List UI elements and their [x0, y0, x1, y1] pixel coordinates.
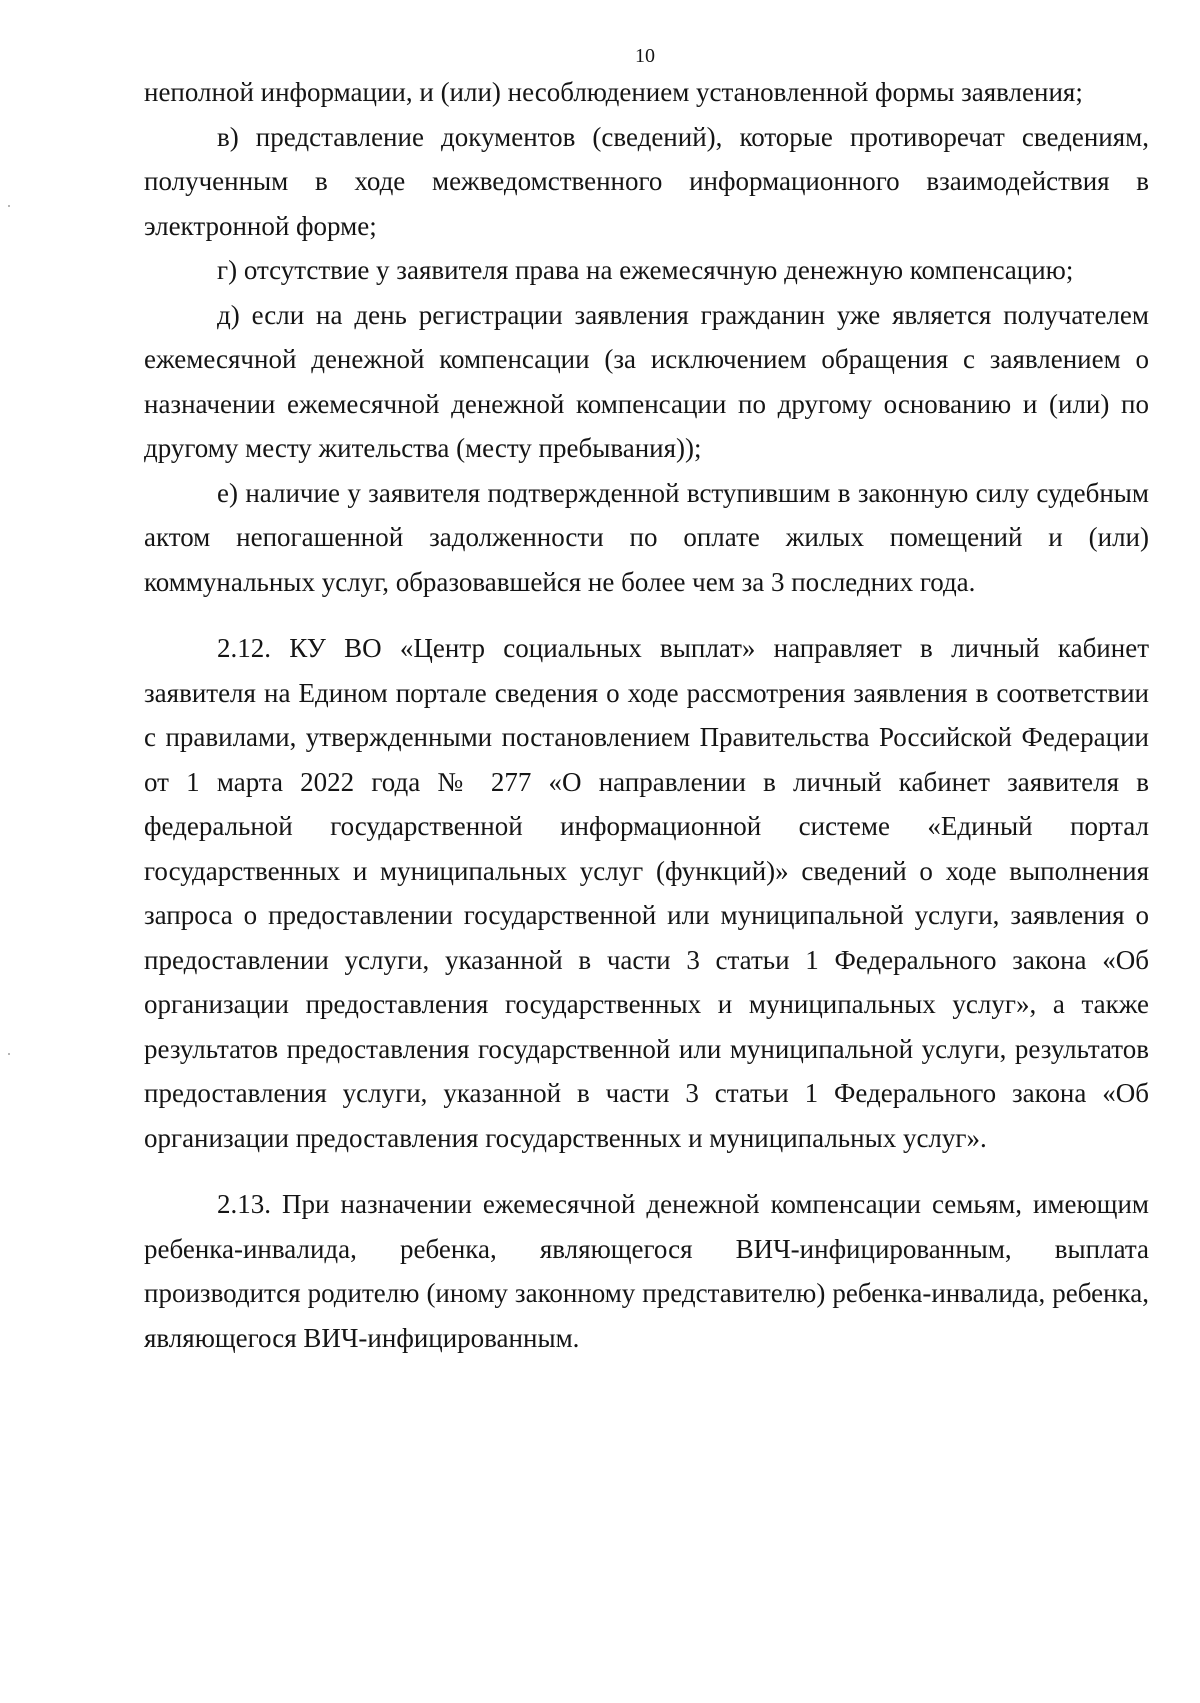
paragraph-continuation: неполной информации, и (или) несоблюдением установленной формы заявления; — [144, 77, 1083, 107]
paragraph-item-e: е) наличие у заявителя подтвержденной вступившим в законную силу судебным актом непогашенной задолженности по оплате жилых помещений и (или) коммунальных услуг, образовавшейся не более чем за 3 последних года. — [144, 477, 1149, 597]
paragraph-item-d: д) если на день регистрации заявления гражданин уже является получателем ежемесячной денежной компенсации (за исключением обращения с заявлением о назначении ежемесячной денежной компенсации по другому основанию и (или) по другому месту жительства (месту пребывания)); — [144, 299, 1149, 463]
page-number: 10 — [635, 45, 655, 67]
paragraph-item-g: г) отсутствие у заявителя права на ежемесячную денежную компенсацию; — [217, 255, 1074, 285]
paragraph-section-2-13: 2.13. При назначении ежемесячной денежной компенсации семьям, имеющим ребенка-инвалида, ребенка, являющегося ВИЧ-инфицированным, выплата производится родителю (иному законному представителю) ребенка-инвалида, ребенка, являющегося ВИЧ-инфицированным. — [144, 1189, 1149, 1353]
scan-edge-mark — [8, 1053, 10, 1055]
paragraph-section-2-12: 2.12. КУ ВО «Центр социальных выплат» направляет в личный кабинет заявителя на Едином портале сведения о ходе рассмотрения заявления в соответствии с правилами, утвержденными постановлением Правительства Российской Федерации от 1 марта 2022 года № 277 «О направлении в личный кабинет заявителя в федеральной государственной информационной системе «Единый портал государственных и муниципальных услуг (функций)» сведений о ходе выполнения запроса о предоставлении государственной или муниципальной услуги, заявления о предоставлении услуги, указанной в части 3 статьи 1 Федерального закона «Об организации предоставления государственных и муниципальных услуг», а также результатов предоставления государственной или муниципальной услуги, результатов предоставления услуги, указанной в части 3 статьи 1 Федерального закона «Об организации предоставления государственных и муниципальных услуг». — [144, 633, 1149, 1153]
document-body — [144, 70, 1149, 1360]
scan-edge-mark — [8, 205, 10, 207]
paragraph-item-v: в) представление документов (сведений), которые противоречат сведениям, полученным в ходе межведомственного информационного взаимодействия в электронной форме; — [144, 121, 1149, 241]
